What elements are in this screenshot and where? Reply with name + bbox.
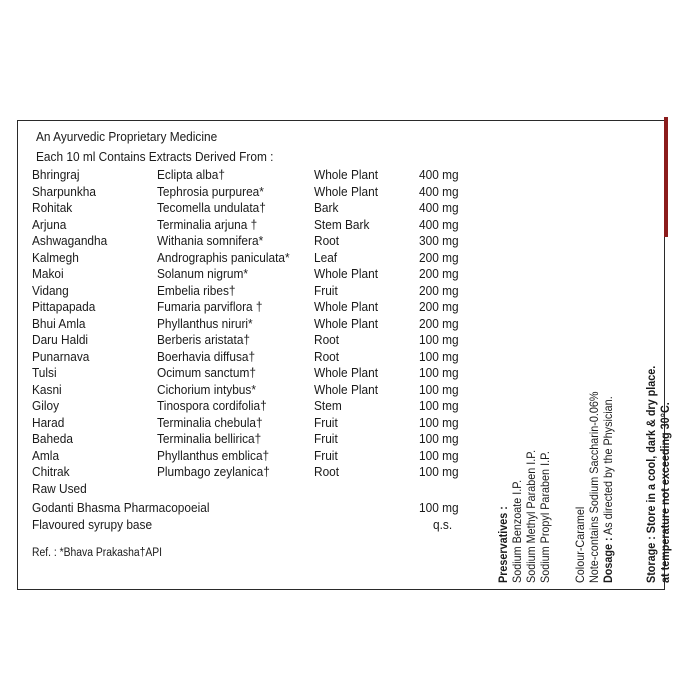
ingredient-qty: 100 mg [419, 447, 459, 463]
ingredient-qty: 100 mg [419, 381, 459, 397]
raw-used-label: Raw Used [32, 481, 87, 496]
colour-dosage-block [573, 323, 615, 583]
ingredient-qty: 200 mg [419, 315, 459, 331]
ingredient-botanical: Cichorium intybus* [157, 381, 256, 397]
ingredient-qty: 100 mg [419, 464, 459, 479]
ingredient-name: Kalmegh [32, 249, 79, 265]
preservative-item: Sodium Benzoate I.P. [510, 479, 524, 583]
ingredient-part: Leaf [314, 249, 338, 265]
ingredient-qty: 200 mg [419, 282, 459, 298]
ingredient-qty: 400 mg [419, 216, 459, 232]
ingredient-name: Baheda [32, 431, 73, 446]
ingredient-part: Bark [314, 200, 339, 215]
ingredient-qty: 300 mg [419, 233, 459, 248]
ingredient-part: Root [314, 233, 340, 248]
ingredient-qty: 200 mg [419, 266, 459, 281]
ingredient-name: Bhringraj [32, 167, 80, 182]
ingredient-name: Daru Haldi [32, 332, 89, 347]
ingredient-part: Fruit [314, 447, 338, 463]
base-name: Flavoured syrupy base [32, 517, 153, 532]
ingredient-name: Amla [32, 447, 60, 463]
ingredient-name: Ashwagandha [32, 233, 108, 248]
ingredient-botanical: Solanum nigrum* [157, 266, 249, 281]
ingredient-name: Rohitak [32, 200, 73, 215]
ingredient-qty: 100 mg [419, 398, 459, 413]
ingredient-botanical: Phyllanthus emblica† [157, 447, 270, 463]
ingredient-qty: 100 mg [419, 431, 459, 446]
ingredient-name: Arjuna [32, 216, 67, 232]
dosage-label: Dosage : [601, 537, 615, 583]
ingredient-qty: 200 mg [419, 299, 459, 314]
dosage-text: As directed by the Physician. [601, 396, 615, 535]
ingredient-botanical: Terminalia chebula† [157, 414, 263, 430]
ingredient-qty: 400 mg [419, 183, 459, 199]
preservative-item: Sodium Propyl Paraben I.P. [538, 451, 552, 583]
bhasma-name: Godanti Bhasma Pharmacopoeial [32, 500, 210, 515]
ingredient-botanical: Tinospora cordifolia† [157, 398, 267, 413]
composition-heading: Each 10 ml Contains Extracts Derived From : [36, 149, 274, 164]
ingredient-part: Stem [314, 398, 342, 413]
ingredient-qty: 100 mg [419, 348, 459, 364]
ingredient-botanical: Tephrosia purpurea* [157, 183, 264, 199]
ingredient-part: Whole Plant [314, 266, 378, 281]
reference-note: Ref. : *Bhava Prakasha†API [32, 547, 163, 559]
preservative-item: Sodium Methyl Paraben I.P. [524, 449, 538, 583]
ingredient-part: Root [314, 464, 340, 479]
ingredient-part: Stem Bark [314, 216, 370, 232]
ingredient-botanical: Phyllanthus niruri* [157, 315, 253, 331]
ingredient-part: Whole Plant [314, 365, 378, 380]
ingredient-botanical: Withania somnifera* [157, 233, 264, 248]
ingredient-name: Punarnava [32, 348, 90, 364]
ingredient-name: Sharpunkha [32, 183, 97, 199]
dosage-line [601, 349, 615, 583]
ingredient-botanical: Berberis aristata† [157, 332, 251, 347]
ingredient-qty: 100 mg [419, 332, 459, 347]
base-qty: q.s. [433, 517, 453, 532]
bhasma-qty: 100 mg [419, 500, 459, 515]
ingredient-botanical: Andrographis paniculata* [157, 249, 290, 265]
ingredient-part: Fruit [314, 431, 338, 446]
ingredient-name: Vidang [32, 282, 69, 298]
preservatives-block [496, 323, 552, 583]
ingredient-botanical: Tecomella undulata† [157, 200, 266, 215]
storage-line-2: at temperature not exceeding 30°C. [658, 402, 672, 583]
ingredient-part: Whole Plant [314, 299, 378, 314]
ingredient-part: Root [314, 332, 340, 347]
label-card [17, 120, 672, 590]
colour-text: Colour-Caramel [573, 506, 587, 583]
ingredient-name: Pittapapada [32, 299, 96, 314]
ingredient-qty: 100 mg [419, 365, 459, 380]
ingredient-name: Makoi [32, 266, 64, 281]
ingredient-botanical: Terminalia bellirica† [157, 431, 262, 446]
ingredient-botanical: Boerhavia diffusa† [157, 348, 256, 364]
storage-line-1: Storage : Store in a cool, dark & dry place. [644, 365, 658, 583]
ingredient-part: Fruit [314, 414, 338, 430]
ingredient-botanical: Ocimum sanctum† [157, 365, 256, 380]
ingredient-name: Chitrak [32, 464, 70, 479]
ingredient-name: Harad [32, 414, 65, 430]
ingredient-part: Root [314, 348, 340, 364]
ingredient-botanical: Embelia ribes† [157, 282, 236, 298]
ingredient-qty: 400 mg [419, 200, 459, 215]
preservatives-title: Preservatives : [496, 506, 510, 583]
ingredient-name: Kasni [32, 381, 62, 397]
ingredient-name: Tulsi [32, 365, 57, 380]
ingredient-name: Giloy [32, 398, 60, 413]
ingredient-botanical: Fumaria parviflora † [157, 299, 263, 314]
ingredient-qty: 400 mg [419, 167, 459, 182]
ingredient-part: Whole Plant [314, 183, 378, 199]
ingredient-botanical: Eclipta alba† [157, 167, 225, 182]
ingredient-botanical: Terminalia arjuna † [157, 216, 258, 232]
ingredient-qty: 100 mg [419, 414, 459, 430]
ingredient-part: Whole Plant [314, 381, 378, 397]
storage-block [644, 323, 672, 583]
ingredient-qty: 200 mg [419, 249, 459, 265]
saccharin-note: Note-contains Sodium Saccharin-0.06% [587, 391, 601, 583]
ingredient-name: Bhui Amla [32, 315, 86, 331]
ingredient-part: Whole Plant [314, 315, 378, 331]
ingredient-part: Fruit [314, 282, 338, 298]
medicine-type-heading: An Ayurvedic Proprietary Medicine [36, 129, 218, 144]
ingredient-part: Whole Plant [314, 167, 378, 182]
ingredient-botanical: Plumbago zeylanica† [157, 464, 270, 479]
